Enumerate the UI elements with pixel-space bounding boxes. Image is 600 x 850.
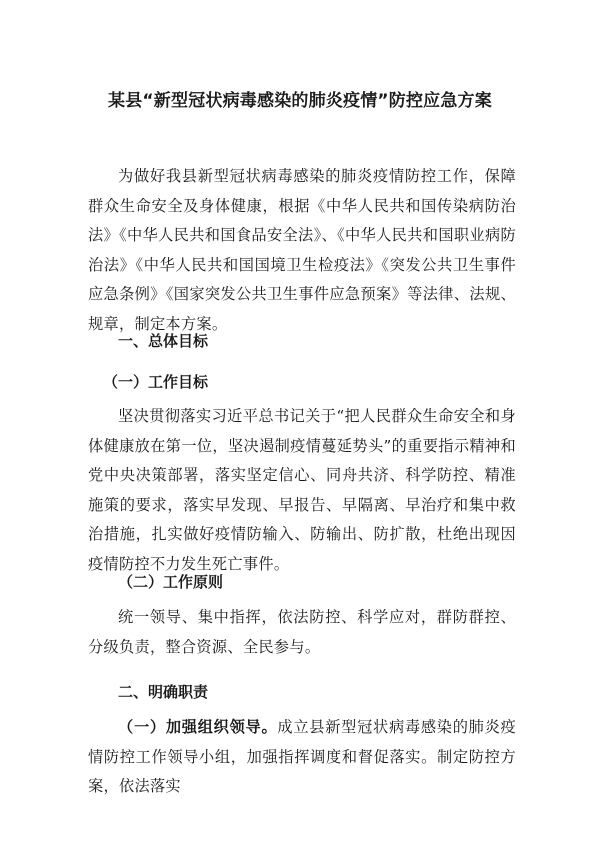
work-goal-paragraph-block xyxy=(88,402,516,579)
organization-paragraph xyxy=(88,713,516,802)
section1-sub2-heading-block xyxy=(118,571,546,592)
intro-paragraph: 为做好我县新型冠状病毒感染的肺炎疫情防控工作，保障群众生命安全及身体健康，根据《中华人民共和国传染病防治法》《中华人民共和国食品安全法》、《中华人民共和国职业病防治法》《中华人民共和国国境卫生检疫法》《突发公共卫生事件应急条例》《国家突发公共卫生事件应急预案》等法律、法规、规章，制定本方案。 xyxy=(88,167,516,333)
organization-text: 成立县新型冠状病毒感染的肺炎疫情防控工作领导小组，加强指挥调度和督促落实。制定防控方案，依法落实 xyxy=(88,718,517,795)
section1-sub2-heading: （二）工作原则 xyxy=(118,573,224,591)
section1-sub1-heading-block xyxy=(103,371,531,392)
organization-lead: （一）加强组织领导。 xyxy=(118,718,278,736)
section2-heading-block xyxy=(118,681,546,702)
section1-heading-block xyxy=(118,330,546,351)
intro-paragraph-block xyxy=(88,162,516,339)
section1-heading: 一、总体目标 xyxy=(118,332,209,350)
work-goal-paragraph: 坚决贯彻落实习近平总书记关于“把人民群众生命安全和身体健康放在第一位，坚决遏制疫情蔓延势头”的重要指示精神和党中央决策部署，落实坚定信心、同舟共济、科学防控、精准施策的要求，落实早发现、早报告、早隔离、早治疗和集中救治措施，扎实做好疫情防输入、防输出、防扩散，杜绝出现因疫情防控不力发生死亡事件。 xyxy=(88,407,516,573)
organization-paragraph-block xyxy=(88,713,516,802)
work-principle-paragraph-block xyxy=(88,603,516,662)
section2-heading: 二、明确职责 xyxy=(118,683,209,701)
work-principle-paragraph: 统一领导、集中指挥，依法防控、科学应对，群防群控、分级负责，整合资源、全民参与。 xyxy=(88,608,516,656)
document-title: 某县“新型冠状病毒感染的肺炎疫情”防控应急方案 xyxy=(108,91,492,111)
section1-sub1-heading: （一）工作目标 xyxy=(103,373,209,391)
